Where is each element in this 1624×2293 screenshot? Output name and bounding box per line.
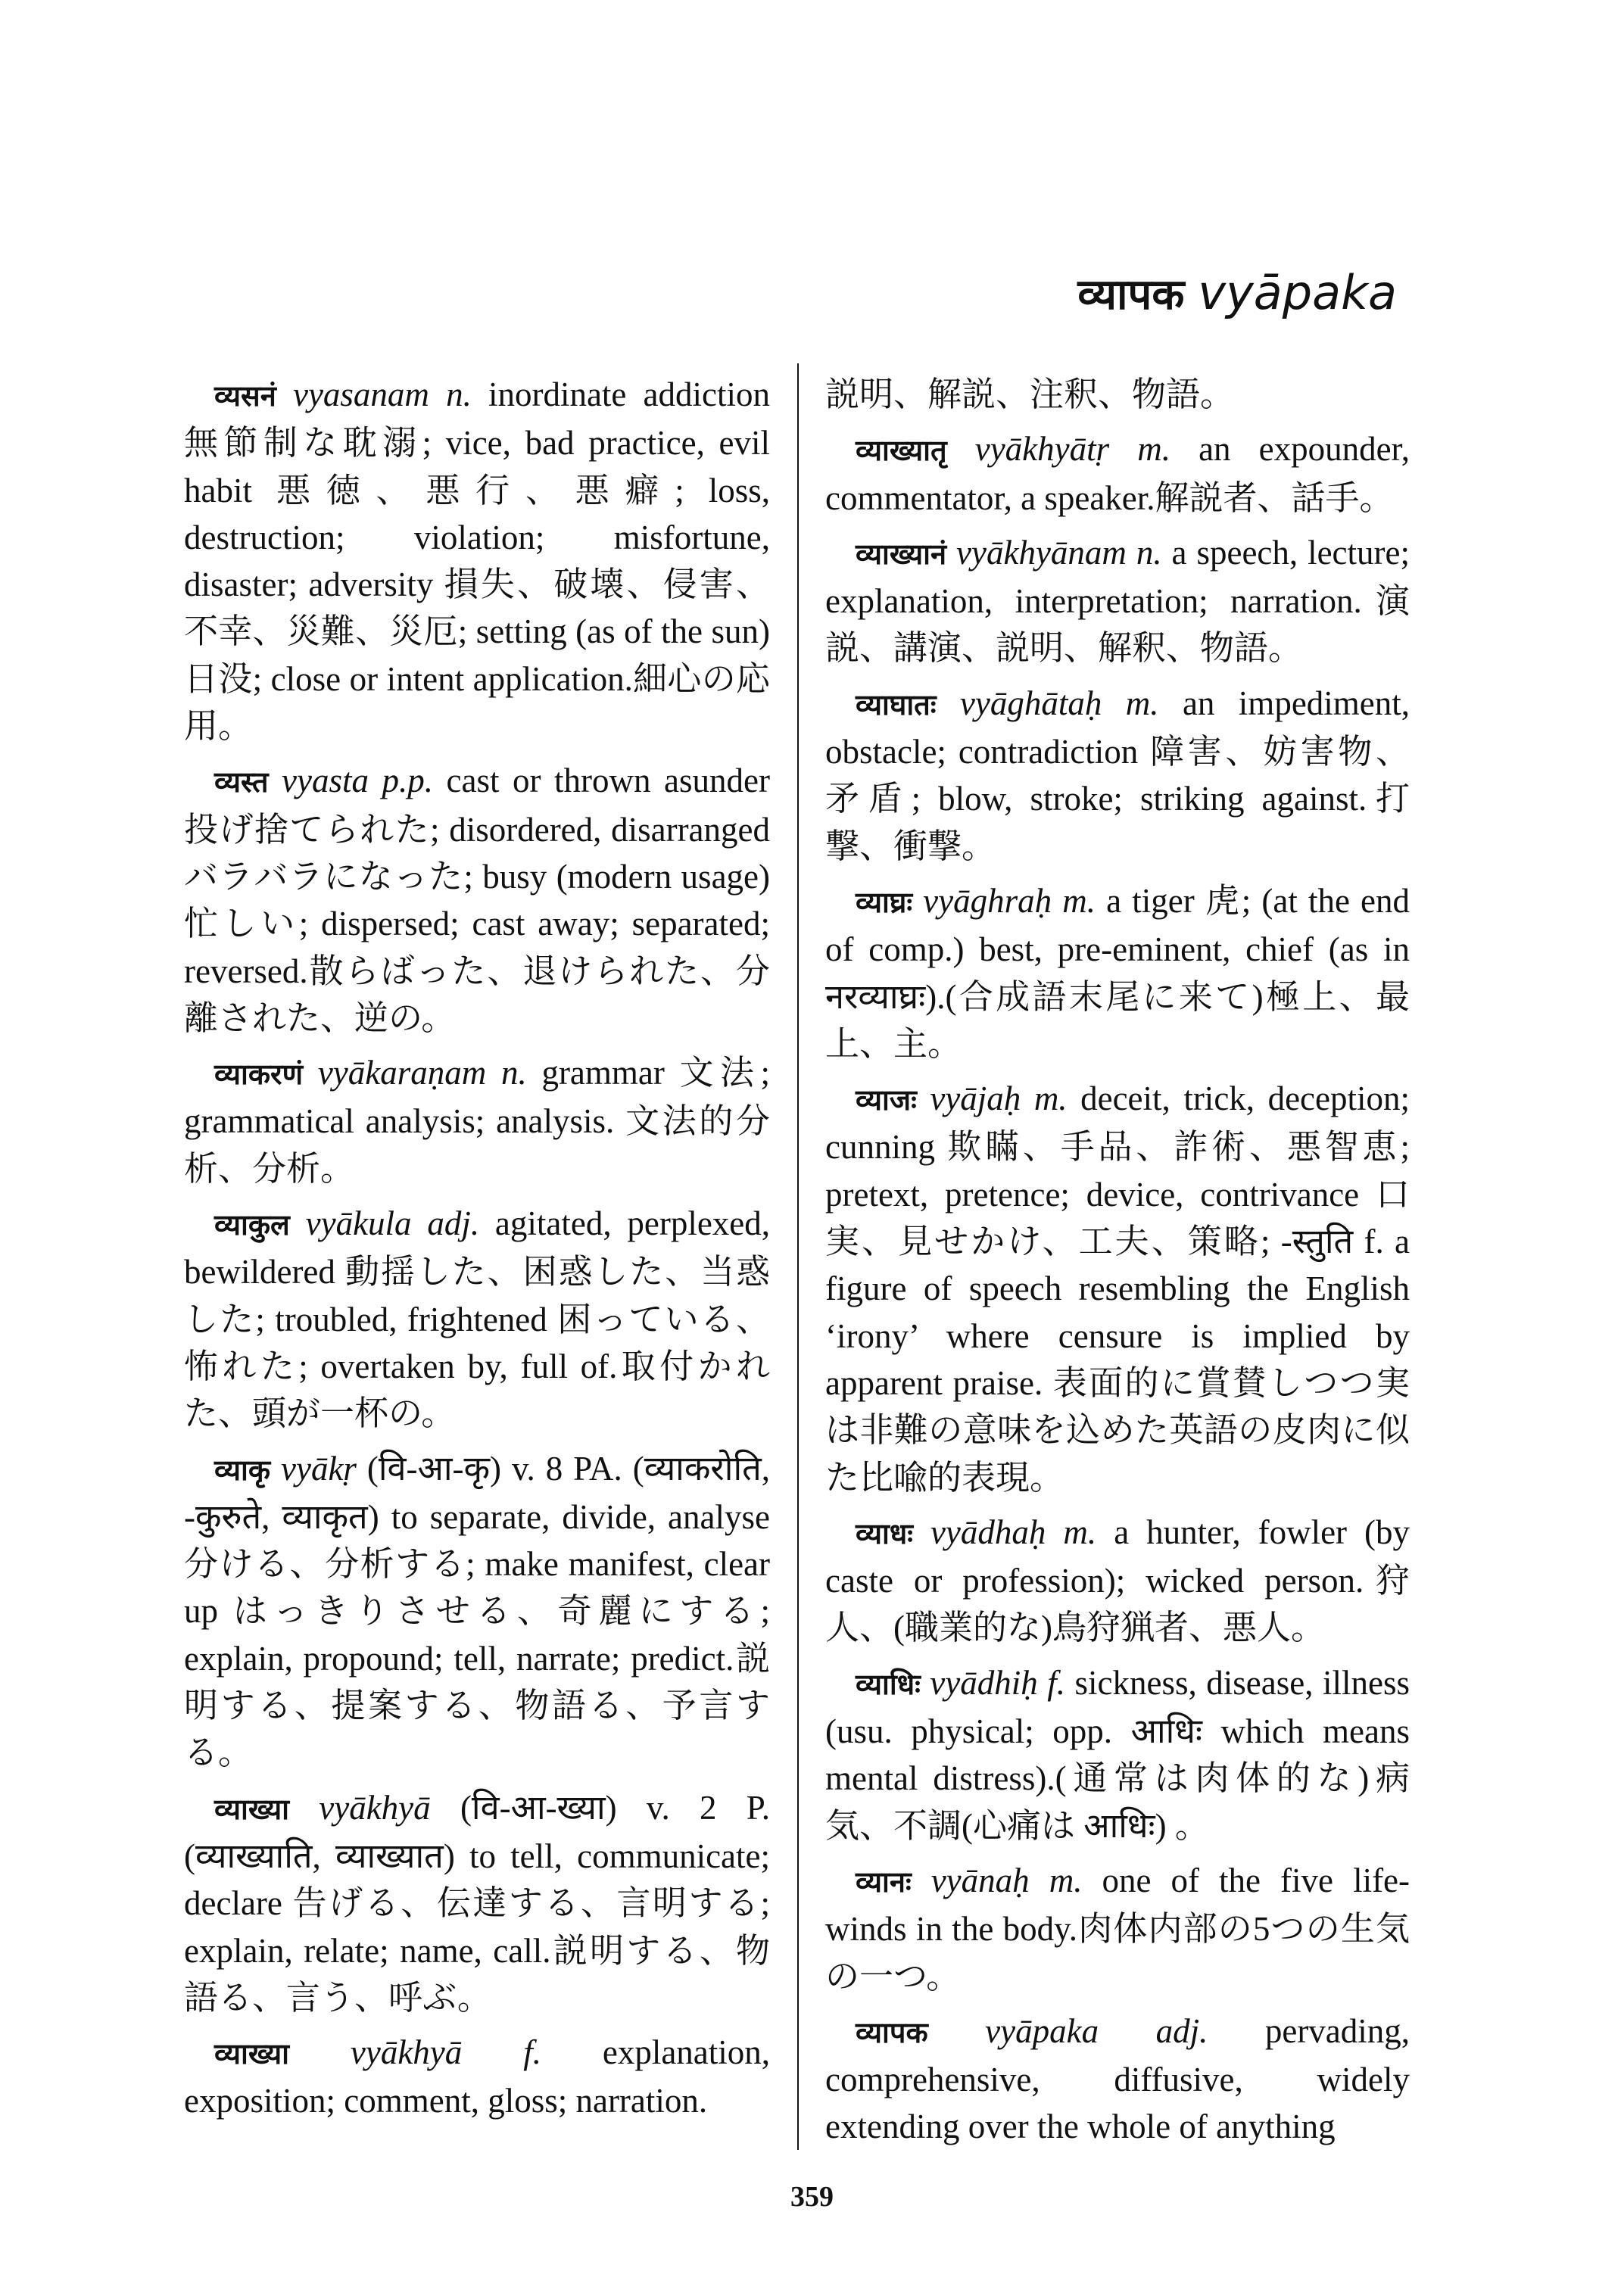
entry-headword: व्यापक (856, 2015, 928, 2049)
entry-definition: deceit, trick, deception; cunning 欺瞞、手品、詐術、悪智恵; pretext, pretence; device, contrivance 口実、見せかけ、工夫、策略; -स्तुति f. a figure of speech resembling the English ‘irony’ where censure is implied by apparent praise. 表面的に賞賛しつつ実は非難の意味を込めた英語の皮肉に似た比喩的表現。 (825, 1080, 1410, 1497)
entry-definition: sickness, disease, illness (usu. physical; opp. आधिः which means mental distress).(通常は肉体的な)病気、不調(心痛は आधिः) 。 (825, 1663, 1410, 1845)
entry-headword: व्याख्यातृ (856, 434, 947, 468)
page-number: 359 (790, 2181, 834, 2213)
dictionary-entry (825, 1509, 1410, 1652)
dictionary-entry (825, 877, 1410, 1067)
entry-definition: 説明、解説、注釈、物語。 (825, 375, 1235, 413)
entry-headword: व्याकृ (214, 1453, 271, 1487)
entry-headword: व्यसनं (214, 379, 276, 413)
entry-definition: an impediment, obstacle; contradiction 障害、妨害物、矛盾; blow, stroke; striking against.打撃、衝撃。 (825, 684, 1410, 865)
entry-headword: व्याधिः (856, 1667, 921, 1701)
entry-transliteration: vyākaraṇam (317, 1054, 487, 1092)
dictionary-entry (184, 1445, 770, 1777)
entry-headword: व्याकुल (214, 1208, 290, 1242)
entry-pos: p.p. (382, 762, 434, 800)
entry-headword: व्याजः (856, 1083, 917, 1117)
dictionary-entry (825, 1857, 1410, 2000)
entry-definition: pervading, comprehensive, diffusive, widely extending over the whole of anything (825, 2011, 1410, 2146)
entry-definition: explanation, exposition; comment, gloss; narration. (184, 2033, 771, 2120)
entry-pos: adj. (427, 1204, 480, 1243)
entry-pos: n. (500, 1054, 527, 1092)
entry-headword: व्याख्या (214, 1792, 289, 1826)
entry-definition: one of the five life-winds in the body.肉体内部の5つの生気の一つ。 (825, 1861, 1410, 1995)
dictionary-entry (825, 680, 1410, 870)
column-divider (797, 363, 799, 2150)
entry-definition: an expounder, commentator, a speaker.解説者、話手。 (825, 430, 1410, 517)
dictionary-entry (184, 371, 770, 749)
dictionary-entry (825, 529, 1410, 672)
entry-transliteration: vyasanam (292, 375, 429, 413)
entry-definition: a tiger 虎; (at the end of comp.) best, pre-eminent, chief (as in नरव्याघ्रः).(合成語末尾に来て)極上、最上、主。 (825, 881, 1410, 1063)
entry-definition: inordinate addiction 無節制な耽溺; vice, bad practice, evil habit 悪徳、悪行、悪癖; loss, destruction; violation; misfortune, disaster; adversity 損失、破壊、侵害、不幸、災難、災厄; setting (as of the sun) 日没; close or intent application.細心の応用。 (184, 375, 770, 746)
entry-headword: व्याघ्रः (856, 885, 913, 919)
entry-transliteration: vyāghātaḥ (959, 684, 1102, 722)
entry-pos: m. (1049, 1861, 1083, 1899)
entry-headword: व्यानः (856, 1865, 912, 1899)
entry-definition: (वि-आ-ख्या) v. 2 P. (व्याख्याति, व्याख्यात) to tell, communicate; declare 告げる、伝達する、言明する; explain, relate; name, call.説明する、物語る、言う、呼ぶ。 (184, 1788, 771, 2017)
dictionary-entry (184, 1049, 770, 1192)
running-header (1077, 265, 1397, 320)
entry-pos: adj. (1155, 2011, 1208, 2050)
entry-transliteration: vyasta (282, 762, 369, 800)
dictionary-entry (184, 2029, 770, 2125)
entry-headword: व्याधः (856, 1516, 913, 1550)
entry-transliteration: vyādhaḥ (930, 1513, 1046, 1551)
entry-pos: f. (1047, 1663, 1066, 1702)
dictionary-entry (184, 1784, 770, 2021)
entry-transliteration: vyākhyā (319, 1788, 431, 1827)
dictionary-entry (825, 1659, 1410, 1849)
dictionary-entry (825, 2008, 1410, 2151)
entry-transliteration: vyājaḥ (930, 1080, 1021, 1118)
entry-transliteration: vyākhyā (350, 2033, 463, 2072)
entry-headword: व्याख्यानं (856, 537, 947, 571)
entry-definition: agitated, perplexed, bewildered 動揺した、困惑した、当惑した; troubled, frightened 困っている、怖れた; overtaken by, full of.取付かれた、頭が一杯の。 (184, 1204, 771, 1433)
entry-continuation (825, 371, 1410, 418)
entry-pos: m. (1063, 1513, 1097, 1551)
entry-transliteration: vyākhyānam (956, 533, 1127, 572)
entry-transliteration: vyākṛ (281, 1449, 357, 1488)
dictionary-entry (184, 757, 770, 1042)
entry-headword: व्याघातः (856, 687, 937, 721)
entry-pos: m. (1033, 1080, 1068, 1118)
entry-pos: m. (1062, 881, 1096, 920)
entry-transliteration: vyākula (305, 1204, 412, 1243)
entry-headword: व्यस्त (214, 765, 269, 799)
entry-pos: m. (1125, 684, 1159, 722)
entry-headword: व्याख्या (214, 2037, 289, 2071)
dictionary-entry (184, 1200, 770, 1437)
entry-pos: n. (446, 375, 472, 413)
header-devanagari: व्यापक (1077, 270, 1185, 319)
entry-pos: f. (523, 2033, 541, 2072)
entry-definition: grammar 文法; grammatical analysis; analysis. 文法的分析、分析。 (184, 1054, 771, 1188)
dictionary-entry (825, 425, 1410, 522)
entry-transliteration: vyāghraḥ (923, 881, 1052, 920)
dictionary-entry (825, 1075, 1410, 1501)
entry-definition: a hunter, fowler (by caste or profession); wicked person.狩人、(職業的な)鳥狩猟者、悪人。 (825, 1513, 1410, 1647)
entry-definition: (वि-आ-कृ) v. 8 PA. (व्याकरोति, -कुरुते, व्याकृत) to separate, divide, analyse 分ける、分析する; make manifest, clear up はっきりさせる、奇麗にする; explain, propound; tell, narrate; predict.説明する、提案する、物語る、予言する。 (184, 1449, 771, 1772)
entry-headword: व्याकरणं (214, 1058, 304, 1092)
entry-transliteration: vyāpaka (985, 2011, 1099, 2050)
entry-definition: a speech, lecture; explanation, interpretation; narration.演説、講演、説明、解釈、物語。 (825, 533, 1410, 668)
right-column (825, 371, 1410, 2158)
entry-transliteration: vyādhiḥ (930, 1663, 1038, 1702)
entry-pos: m. (1137, 430, 1170, 469)
entry-transliteration: vyānaḥ (930, 1861, 1030, 1899)
header-transliteration: vyāpaka (1198, 265, 1397, 320)
entry-pos: n. (1136, 533, 1162, 572)
entry-definition: cast or thrown asunder 投げ捨てられた; disordered, disarranged バラバラになった; busy (modern usage) 忙しい; dispersed; cast away; separated; reversed.散らばった、退けられた、分離された、逆の。 (184, 762, 771, 1037)
left-column (184, 371, 770, 2133)
entry-transliteration: vyākhyātṛ (974, 430, 1110, 469)
